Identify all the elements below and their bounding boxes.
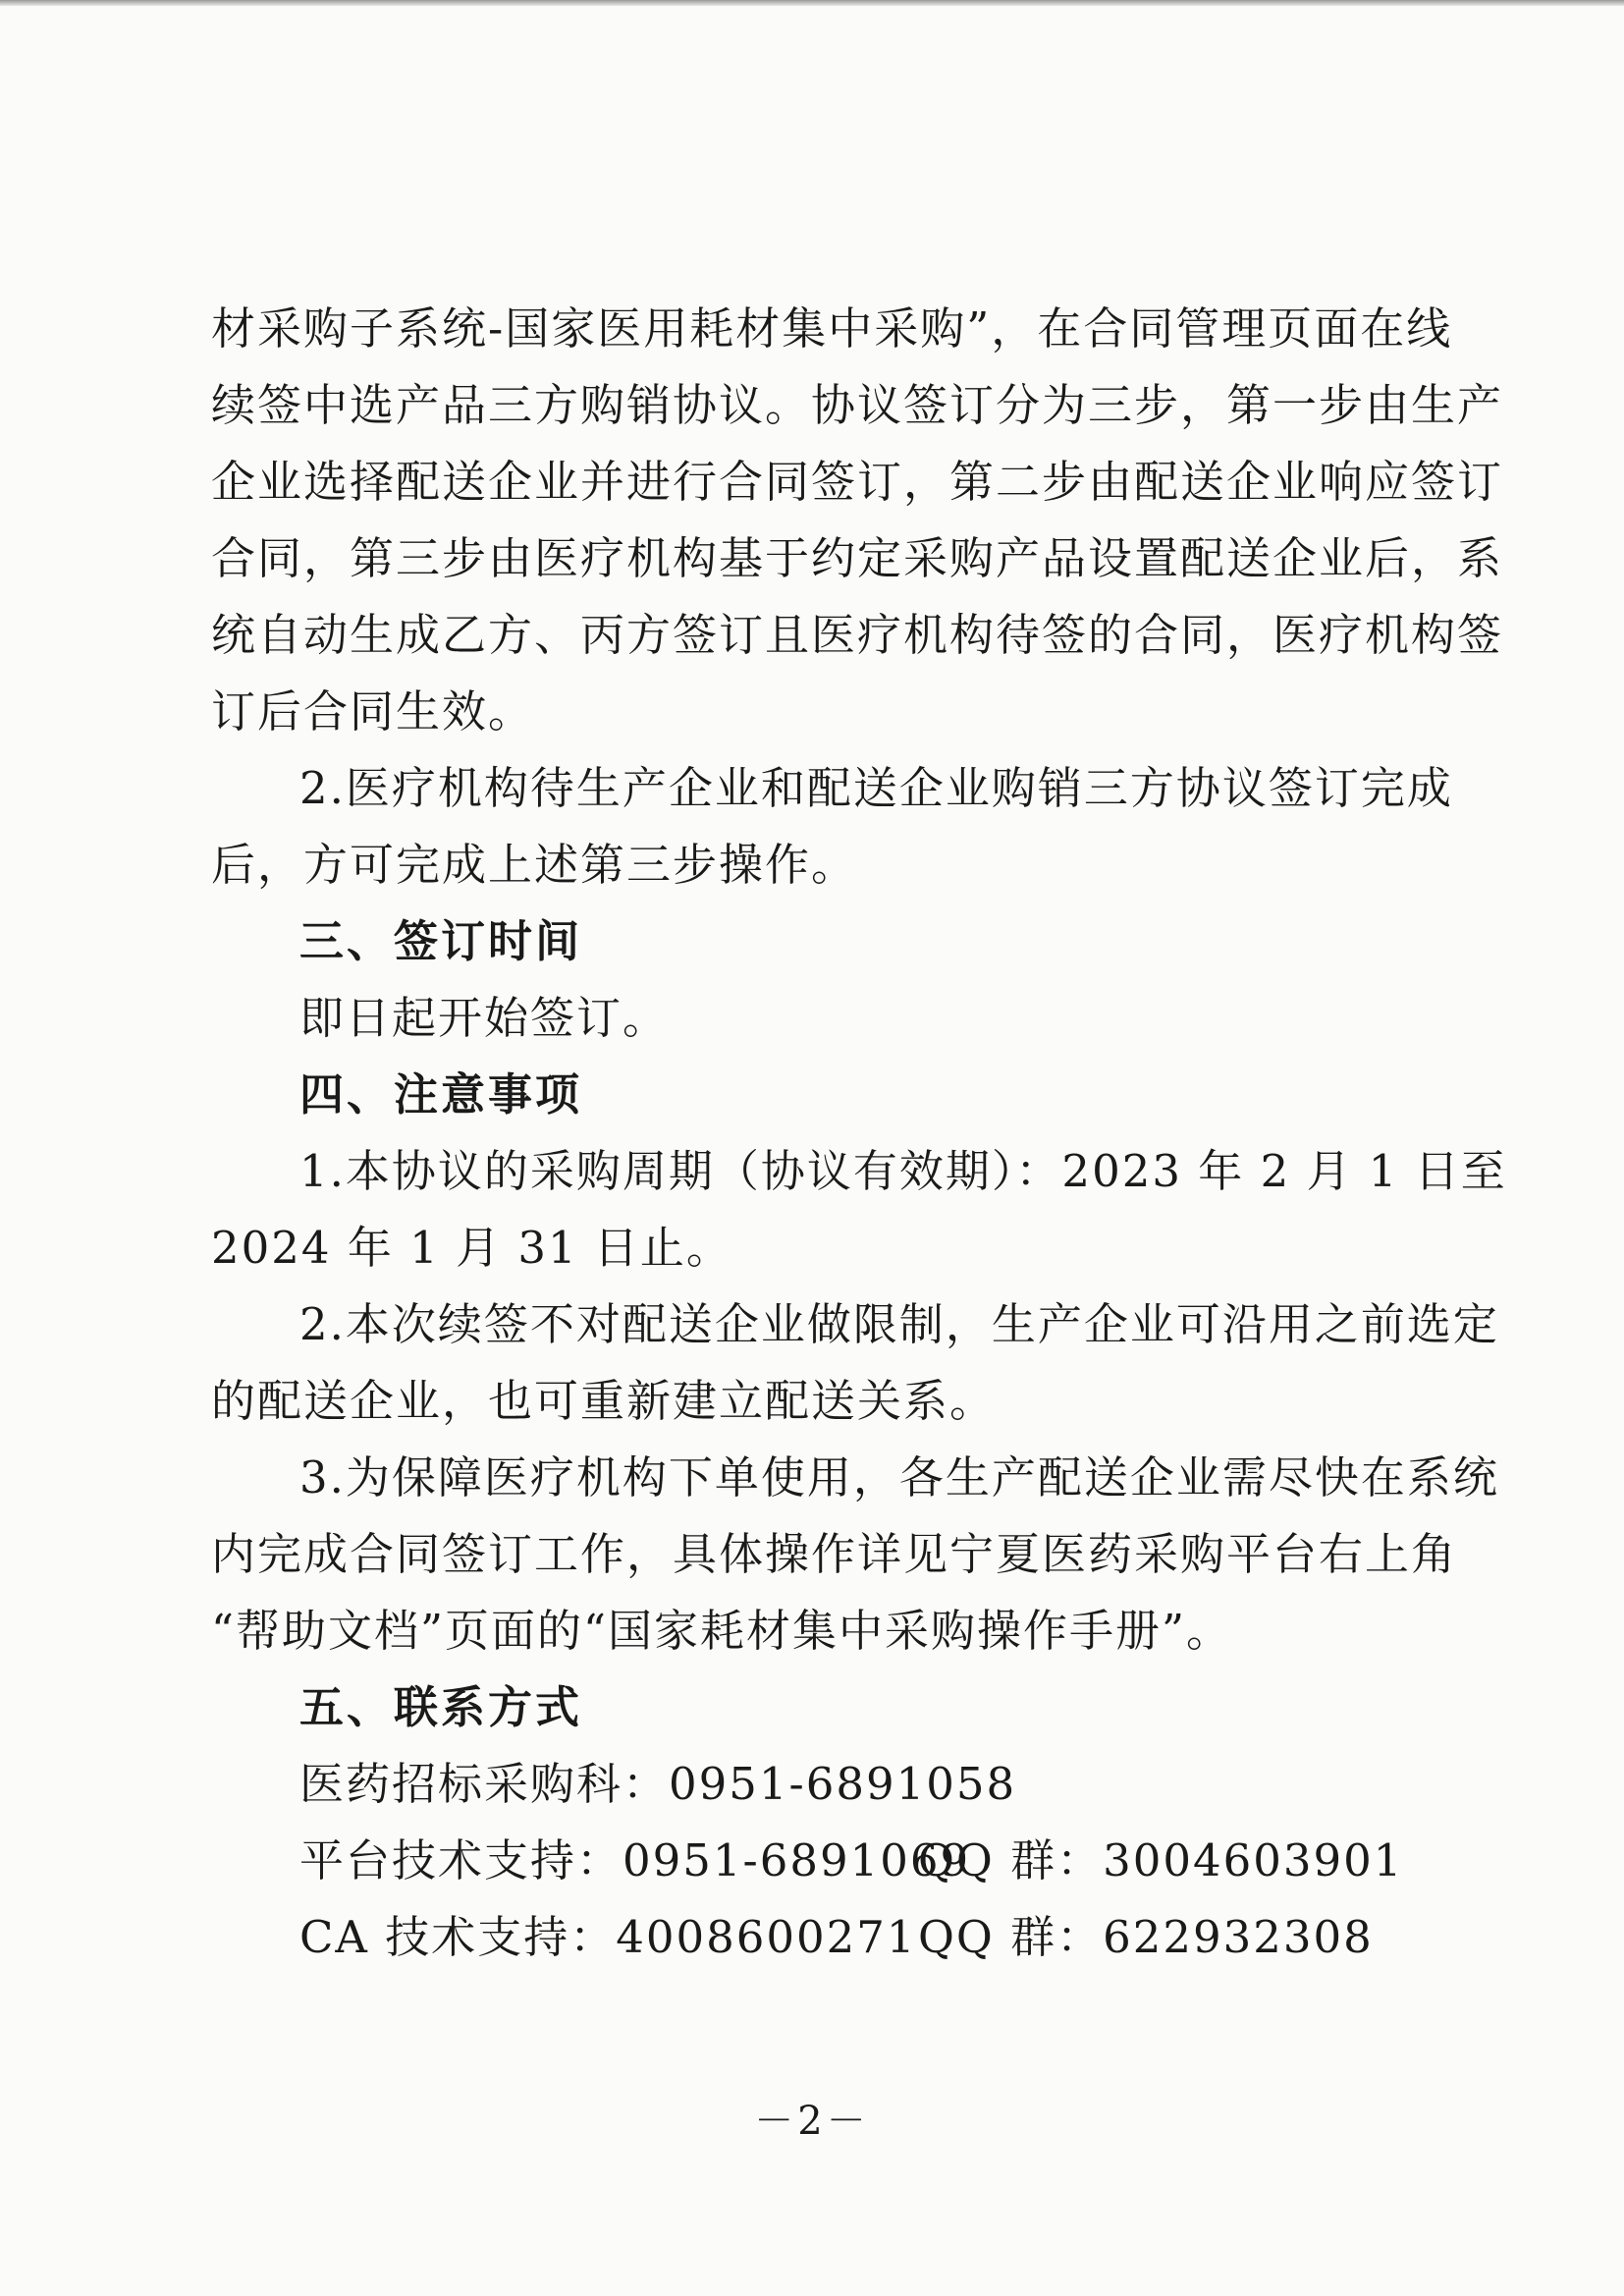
paragraph-line: 统自动生成乙方、丙方签订且医疗机构待签的合同，医疗机构签 xyxy=(211,609,1504,661)
section-heading-signing-time: 三、签订时间 xyxy=(299,915,583,967)
paragraph-line: 合同，第三步由医疗机构基于约定采购产品设置配送企业后，系 xyxy=(211,532,1504,584)
paragraph-line: 后，方可完成上述第三步操作。 xyxy=(211,839,858,891)
contact-procurement-dept: 医药招标采购科：0951-6891058 xyxy=(299,1758,1017,1810)
paragraph-line: 订后合同生效。 xyxy=(211,685,535,738)
scan-edge xyxy=(0,0,1624,6)
list-item-line: 1.本协议的采购周期（协议有效期）：2023 年 2 月 1 日至 xyxy=(299,1145,1507,1197)
paragraph-line: 2.医疗机构待生产企业和配送企业购销三方协议签订完成 xyxy=(299,762,1453,814)
contact-row xyxy=(211,1899,1411,1976)
list-item-line: “帮助文档”页面的“国家耗材集中采购操作手册”。 xyxy=(211,1605,1233,1657)
paragraph-line: 即日起开始签订。 xyxy=(299,992,670,1044)
section-heading-notes: 四、注意事项 xyxy=(299,1068,583,1121)
paragraph-line: 企业选择配送企业并进行合同签订，第二步由配送企业响应签订 xyxy=(211,456,1504,508)
list-item-line: 的配送企业，也可重新建立配送关系。 xyxy=(211,1375,997,1427)
page-number: －2－ xyxy=(754,2099,870,2144)
list-item-line: 2024 年 1 月 31 日止。 xyxy=(211,1222,732,1274)
list-item-line: 3.为保障医疗机构下单使用，各生产配送企业需尽快在系统 xyxy=(299,1451,1499,1503)
contact-platform-support: 平台技术支持：0951-6891069 xyxy=(299,1834,971,1886)
paragraph-line: 续签中选产品三方购销协议。协议签订分为三步，第一步由生产 xyxy=(211,379,1504,431)
document-page xyxy=(211,291,1507,1976)
list-item-line: 2.本次续签不对配送企业做限制，生产企业可沿用之前选定 xyxy=(299,1298,1499,1350)
paragraph-line: 材采购子系统-国家医用耗材集中采购”，在合同管理页面在线 xyxy=(211,302,1453,355)
contact-platform-qq: QQ 群：3004603901 xyxy=(918,1834,1404,1886)
contact-ca-support: CA 技术支持：4008600271 xyxy=(299,1911,917,1963)
contact-row xyxy=(211,1823,1411,1899)
list-item-line: 内完成合同签订工作，具体操作详见宁夏医药采购平台右上角 xyxy=(211,1528,1458,1580)
section-heading-contacts: 五、联系方式 xyxy=(299,1681,583,1733)
contact-ca-qq: QQ 群：622932308 xyxy=(918,1911,1374,1963)
